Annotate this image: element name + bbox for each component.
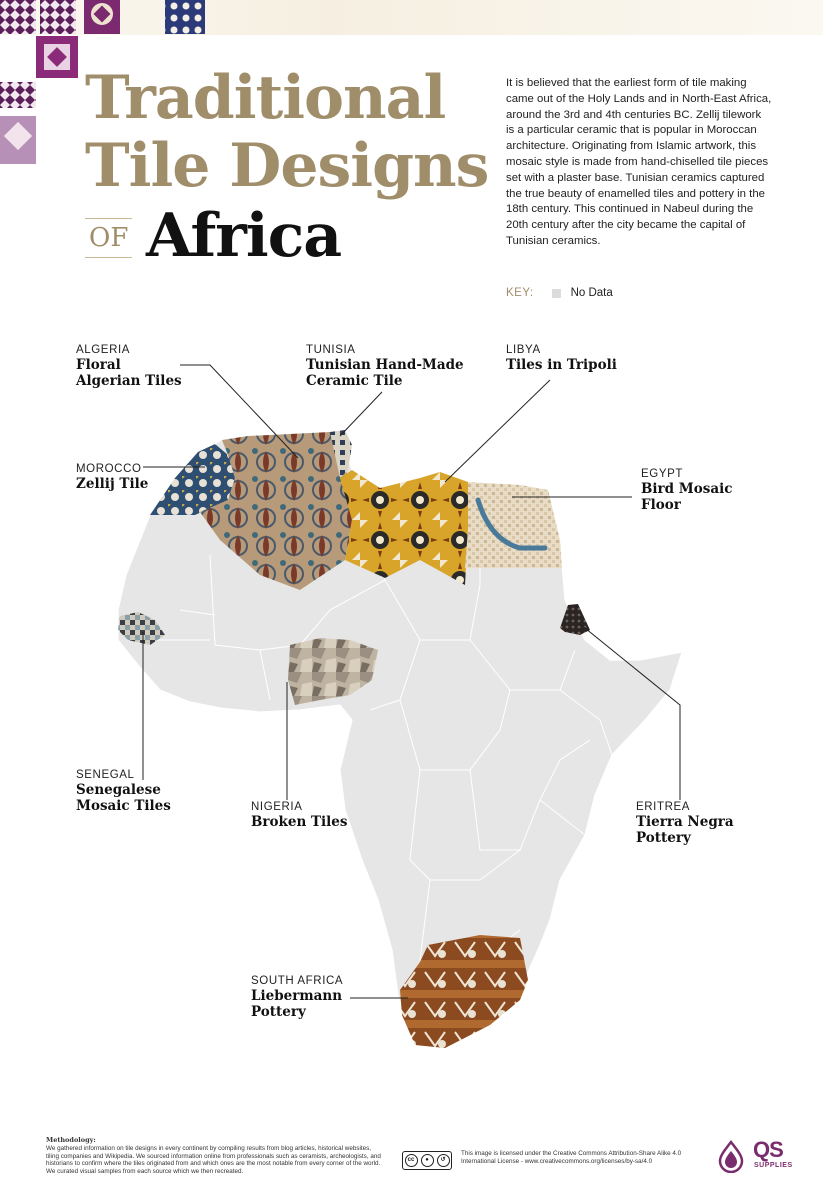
leader-tunisia (340, 392, 382, 436)
cc-icon: cc (405, 1154, 418, 1167)
title-line-2: Tile Designs (85, 131, 489, 201)
label-libya: LIBYA Tiles in Tripoli (506, 344, 617, 373)
logo-text: QS (753, 1137, 783, 1162)
license-text: This image is licensed under the Creative Commons Attribution-Share Alike 4.0 International License - www.creativecommons.org/licenses/by-sa/4.0 (461, 1150, 682, 1165)
label-morocco: MOROCCO Zellij Tile (76, 463, 149, 492)
egypt-region (465, 482, 562, 568)
key-item: No Data (570, 287, 613, 299)
label-algeria: ALGERIA Floral Algerian Tiles (76, 344, 182, 389)
title-africa: Africa (146, 201, 342, 271)
label-nigeria: NIGERIA Broken Tiles (251, 801, 348, 830)
intro-paragraph: It is believed that the earliest form of tile making came out of the Holy Lands and in North-East Africa, around the 3rd and 4th centuries BC. Zellij tilework is a particular ceramic that is popular in Moroccan architecture. Originating from Islamic artwork, this mosaic style is made from hand-chiselled tile pieces set with a plaster base. Tunisian ceramics captured the true beauty of enamelled tiles and pottery in the 18th century. This continued in Nabeul during the 20th century after the city became the capital of Tunisian ceramics. (506, 77, 772, 247)
logo-drop-icon (714, 1139, 748, 1173)
qs-supplies-logo[interactable] (712, 1137, 792, 1173)
map-key (506, 287, 613, 299)
methodology-title: Methodology: (46, 1136, 96, 1144)
label-eritrea: ERITREA Tierra Negra Pottery (636, 801, 734, 846)
label-egypt: EGYPT Bird Mosaic Floor (641, 468, 733, 513)
creative-commons-badge[interactable] (402, 1151, 452, 1170)
logo-subtext: SUPPLIES (754, 1162, 793, 1169)
title-line-1: Traditional (85, 63, 446, 133)
label-senegal: SENEGAL Senegalese Mosaic Tiles (76, 769, 171, 814)
sa-icon: ↺ (437, 1154, 450, 1167)
methodology-text: We gathered information on tile designs in every continent by compiling results from blog articles, historical websites, tiling companies and Wikipedia. We sourced information online from professionals such as ceramists, archeologists, and historians to confirm where the tiles originated from and which ones are the most notable from every corner of the world. We curated visual samples from each source which we then recreated. (46, 1144, 381, 1176)
title-of: OF (85, 218, 132, 258)
label-south-africa: SOUTH AFRICA Liebermann Pottery (251, 975, 344, 1020)
leader-libya (445, 380, 550, 482)
africa-map (0, 330, 823, 1100)
no-data-swatch (552, 289, 561, 298)
key-label: KEY: (506, 287, 534, 299)
methodology (46, 1137, 381, 1176)
label-tunisia: TUNISIA Tunisian Hand-Made Ceramic Tile (306, 344, 464, 389)
by-icon: ● (421, 1154, 434, 1167)
